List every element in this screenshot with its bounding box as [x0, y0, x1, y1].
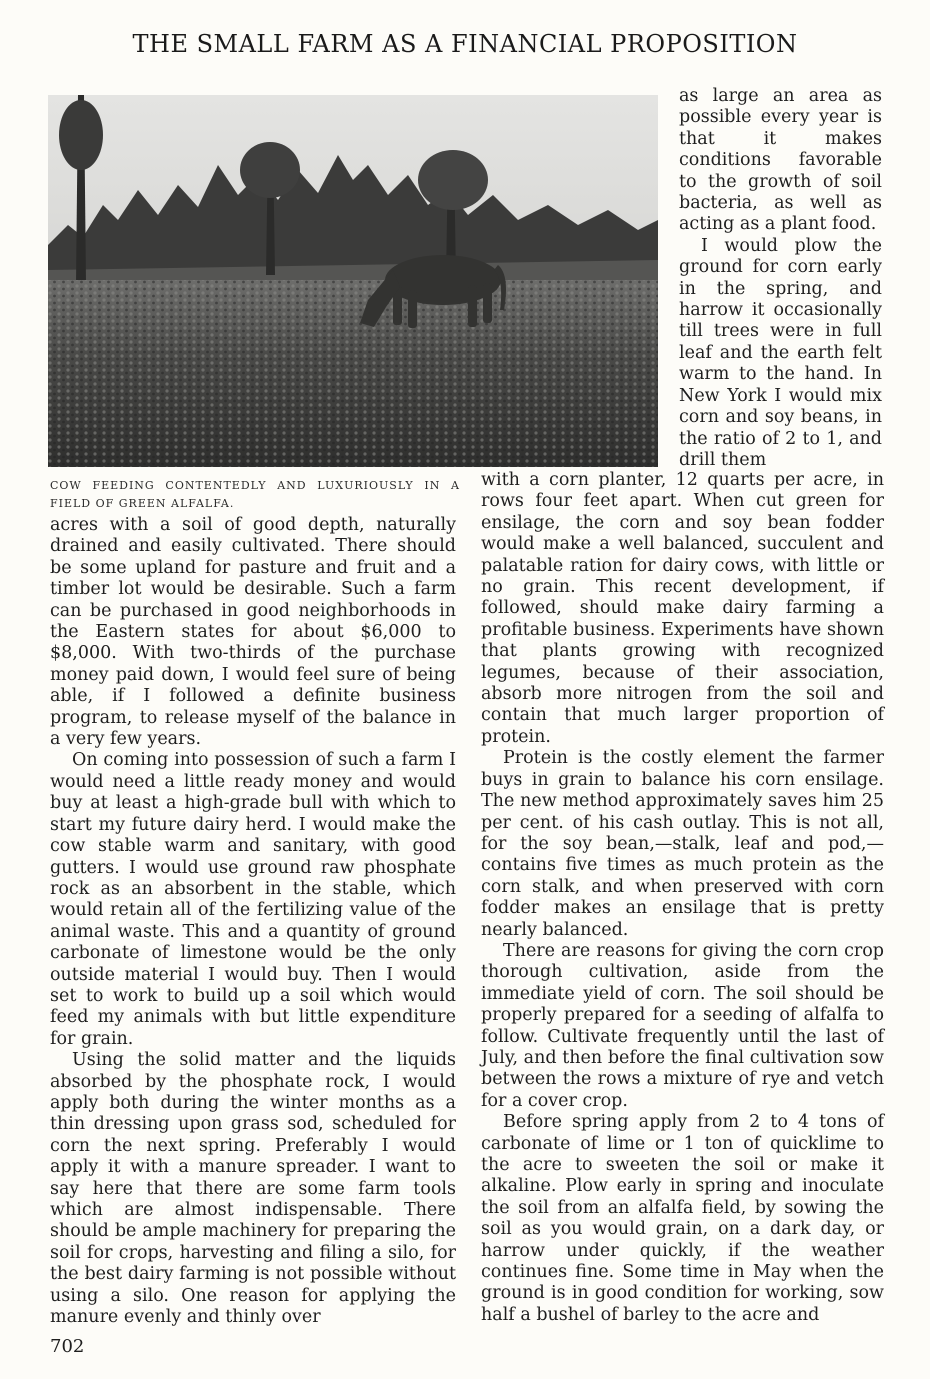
alfalfa-field-photo [48, 95, 658, 467]
paragraph: I would plow the ground for corn early in the spring, and harrow it occasionally till trees were in full leaf and the earth felt warm to the hand. In New York I would mix corn and soy beans, in the ratio of 2 to 1, and drill them [679, 235, 882, 470]
paragraph: Before spring apply from 2 to 4 tons of carbonate of lime or 1 ton of quicklime to the acre to sweeten the soil or make it alkaline. Plow early in spring and inoculate the soil from an alfalfa field, by sowing the soil as you would grain, on a dark day, or harrow under quickly, if the weather continues fine. Some time in May when the ground is in good condition for working, sow half a bushel of barley to the acre and [481, 1112, 884, 1325]
column-top-right [679, 86, 882, 471]
paragraph: with a corn planter, 12 quarts per acre, in rows four feet apart. When cut green for ensilage, the corn and soy bean fodder would make a well balanced, succulent and palatable ration for dairy cows, with little or no grain. This recent development, if followed, should make dairy farming a profitable business. Experiments have shown that plants growing with recognized legumes, because of their association, absorb more nitrogen from the soil and contain that much larger proportion of protein. [481, 470, 884, 747]
paragraph: On coming into possession of such a farm I would need a little ready money and would buy at least a high-grade bull with which to start my future dairy herd. I would make the cow stable warm and sanitary, with good gutters. I would use ground raw phosphate rock as an absorbent in the stable, which would retain all of the fertilizing value of the animal waste. This and a quantity of ground carbonate of limestone would be the only outside material I would buy. Then I would set to work to build up a soil which would feed my animals with but little expenditure for grain. [50, 750, 456, 1049]
page-number: 702 [50, 1336, 85, 1357]
paragraph: acres with a soil of good depth, naturally drained and easily cultivated. There should be some upland for pasture and fruit and a timber lot would be desirable. Such a farm can be purchased in good neighborhoods in the Eastern states for about $6,000 to $8,000. With two-thirds of the purchase money paid down, I would feel sure of being able, if I followed a definite business program, to release myself of the balance in a very few years. [50, 515, 456, 750]
paragraph: Using the solid matter and the liquids absorbed by the phosphate rock, I would apply both during the winter months as a thin dressing upon grass sod, scheduled for corn the next spring. Preferably I would apply it with a manure spreader. I want to say here that there are some farm tools which are almost indispensable. There should be ample machinery for preparing the soil for crops, harvesting and filing a silo, for the best dairy farming is not possible without using a silo. One reason for applying the manure evenly and thinly over [50, 1050, 456, 1328]
running-head: THE SMALL FARM AS A FINANCIAL PROPOSITION [132, 30, 798, 58]
photo-caption: COW FEEDING CONTENTEDLY AND LUXURIOUSLY IN A FIELD OF GREEN ALFALFA. [50, 479, 460, 510]
column-right [481, 470, 884, 1326]
paragraph: There are reasons for giving the corn crop thorough cultivation, aside from the immediate yield of corn. The soil should be properly prepared for a seeding of alfalfa to follow. Cultivate frequently until the last of July, and then before the final cultivation sow between the rows a mixture of rye and vetch for a cover crop. [481, 940, 884, 1111]
paragraph: Protein is the costly element the farmer buys in grain to balance his corn ensilage. The new method approximately saves him 25 per cent. of his cash outlay. This is not all, for the soy bean,—stalk, leaf and pod,—contains five times as much protein as the corn stalk, and when preserved with corn fodder makes an ensilage that is pretty nearly balanced. [481, 748, 884, 940]
column-left [50, 515, 456, 1328]
paragraph: as large an area as possible every year is that it makes conditions favorable to the growth of soil bacteria, as well as acting as a plant food. [679, 86, 882, 235]
